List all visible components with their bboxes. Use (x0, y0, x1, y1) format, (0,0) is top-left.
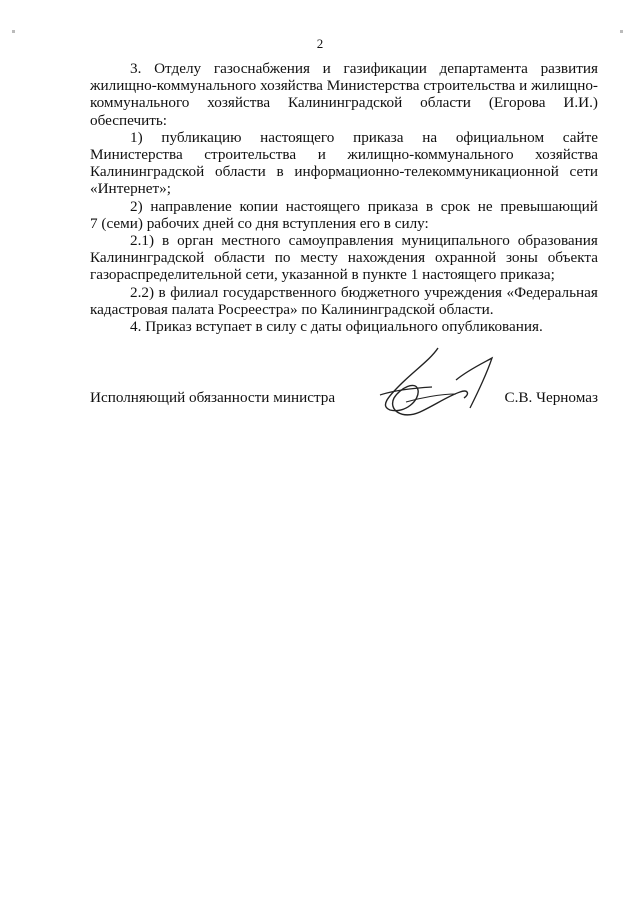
word: в (276, 163, 284, 181)
text-line (90, 146, 598, 163)
word: департамента (439, 60, 528, 77)
word: и (317, 146, 326, 163)
word: настоящего (260, 128, 335, 146)
word: образования (517, 232, 598, 249)
word: месту (300, 249, 338, 267)
text-line (130, 60, 598, 77)
word: жилищно- (531, 77, 598, 95)
text-line (90, 77, 598, 94)
word: не (477, 197, 493, 215)
word: развития (540, 60, 598, 77)
text-line (130, 232, 598, 249)
text-line (90, 249, 598, 266)
word: муниципального (401, 232, 510, 249)
signatory-name: С.В. Черномаз (504, 389, 598, 406)
text-line: 7 (семи) рабочих дней со дня вступления его в силу: (90, 214, 429, 232)
word: (Егорова (488, 94, 546, 112)
text-line: 4. Приказ вступает в силу с даты официального опубликования. (130, 318, 543, 335)
word: зоны (505, 249, 538, 267)
word: срок (440, 197, 471, 215)
word: в (162, 232, 170, 249)
word: Калининградской (90, 249, 205, 267)
word: государственного (222, 283, 337, 301)
word: хозяйства (207, 94, 271, 112)
word: жилищно-коммунального (90, 77, 257, 95)
word: Калининградской (288, 94, 403, 112)
word: Отделу (154, 60, 202, 77)
word: сайте (562, 128, 598, 146)
word: бюджетного (340, 283, 420, 301)
word: приказа (353, 128, 404, 146)
word: хозяйства (260, 77, 323, 95)
word: направление (150, 197, 232, 215)
word: области (214, 249, 265, 267)
word: в (158, 283, 166, 301)
word: Министерства (90, 146, 183, 163)
word: строительства (423, 77, 516, 95)
word: нахождения (347, 249, 426, 267)
text-line: «Интернет»; (90, 180, 171, 198)
word: 2.2) (130, 283, 155, 301)
scan-mark (12, 30, 15, 33)
word: по (274, 249, 291, 267)
word: Калининградской (90, 163, 205, 181)
text-line (90, 94, 598, 111)
word: охранной (434, 249, 497, 267)
word: настоящего (285, 197, 360, 215)
word: 2) (130, 197, 143, 215)
page-number: 2 (316, 36, 324, 51)
word: самоуправления (288, 232, 394, 249)
word: копии (239, 197, 279, 215)
word: объекта (547, 249, 598, 267)
text-line (90, 163, 598, 180)
word: и (519, 77, 528, 95)
word: в (425, 197, 434, 215)
word: информационно-телекоммуникационной (294, 163, 559, 181)
word: строительства (204, 146, 297, 163)
text-line (130, 198, 598, 215)
word: коммунального (90, 94, 190, 112)
text-line: кадастровая палата Росреестра» по Калининградской области. (90, 300, 494, 318)
word: и (322, 60, 331, 77)
word: местного (221, 232, 281, 249)
word: 1) (130, 128, 143, 146)
word: газификации (343, 60, 427, 77)
text-line: газораспределительной сети, указанной в пункте 1 настоящего приказа; (90, 266, 555, 284)
text-line: обеспечить: (90, 111, 168, 129)
word: 2.1) (130, 232, 155, 249)
word: публикацию (161, 128, 242, 146)
word: приказа (367, 197, 419, 215)
word: жилищно-коммунального (347, 146, 514, 163)
text-line (130, 129, 598, 146)
word: официальном (455, 128, 545, 146)
word: области (214, 163, 266, 181)
word: хозяйства (535, 146, 598, 163)
word: газоснабжения (213, 60, 310, 77)
word: филиал (170, 283, 219, 301)
word: И.И.) (563, 94, 598, 112)
word: превышающий (500, 197, 598, 215)
word: 3. (130, 60, 142, 77)
word: орган (177, 232, 214, 249)
word: сети (569, 163, 598, 181)
scan-mark (620, 30, 623, 33)
handwritten-signature (360, 340, 500, 430)
word: Министерства (326, 77, 420, 95)
word: учреждения (424, 283, 502, 301)
word: «Федеральная (506, 283, 598, 301)
word: на (422, 128, 438, 146)
word: области (420, 94, 471, 112)
text-line (130, 284, 598, 301)
signatory-title: Исполняющий обязанности министра (90, 389, 336, 406)
